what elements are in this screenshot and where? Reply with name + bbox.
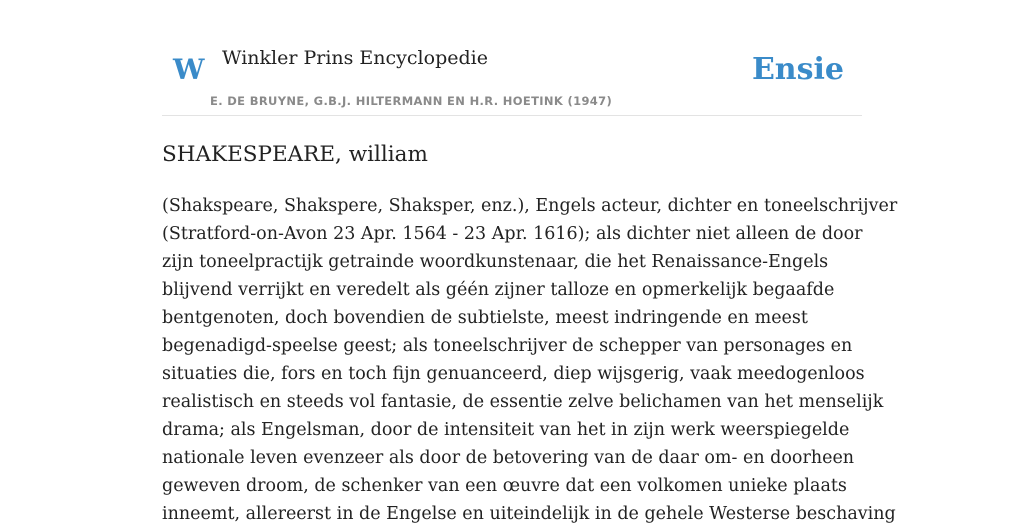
article-title: SHAKESPEARE, william bbox=[162, 142, 428, 167]
book-authors: E. DE BRUYNE, G.B.J. HILTERMANN EN H.R. HOETINK (1947) bbox=[210, 94, 613, 108]
site-header bbox=[162, 0, 862, 116]
article-line: geweven droom, de schenker van een œuvre dat een volkomen unieke plaats bbox=[162, 476, 847, 496]
book-title[interactable]: Winkler Prins Encyclopedie bbox=[222, 47, 488, 69]
article-line: begenadigd-speelse geest; als toneelschrijver de schepper van personages en bbox=[162, 336, 853, 356]
article-line: inneemt, allereerst in de Engelse en uiteindelijk in de gehele Westerse beschaving bbox=[162, 504, 896, 524]
article-line: nationale leven evenzeer als door de betovering van de daar om- en doorheen bbox=[162, 448, 855, 468]
article-line: blijvend verrijkt en veredelt als géén zijner talloze en opmerkelijk begaafde bbox=[162, 280, 835, 300]
article-line: situaties die, fors en toch fijn genuanceerd, diep wijsgerig, vaak meedogenloos bbox=[162, 364, 865, 384]
article-line: (Shakspeare, Shakspere, Shaksper, enz.), Engels acteur, dichter en toneelschrijver bbox=[162, 196, 898, 216]
article-line: (Stratford-on-Avon 23 Apr. 1564 - 23 Apr. 1616); als dichter niet alleen de door bbox=[162, 224, 863, 244]
article-line: zijn toneelpractijk getrainde woordkunstenaar, die het Renaissance-Engels bbox=[162, 252, 829, 272]
article-body bbox=[162, 192, 898, 528]
ensie-brand-logo[interactable]: Ensie bbox=[751, 52, 844, 87]
article-line: drama; als Engelsman, door de intensiteit van het in zijn werk weerspiegelde bbox=[162, 420, 850, 440]
article-line: bentgenoten, doch bovendien de subtielste, meest indringende en meest bbox=[162, 308, 808, 328]
article-line: realistisch en steeds vol fantasie, de essentie zelve belichamen van het menselijk bbox=[162, 392, 884, 412]
winkler-prins-logo[interactable]: W bbox=[173, 53, 205, 86]
